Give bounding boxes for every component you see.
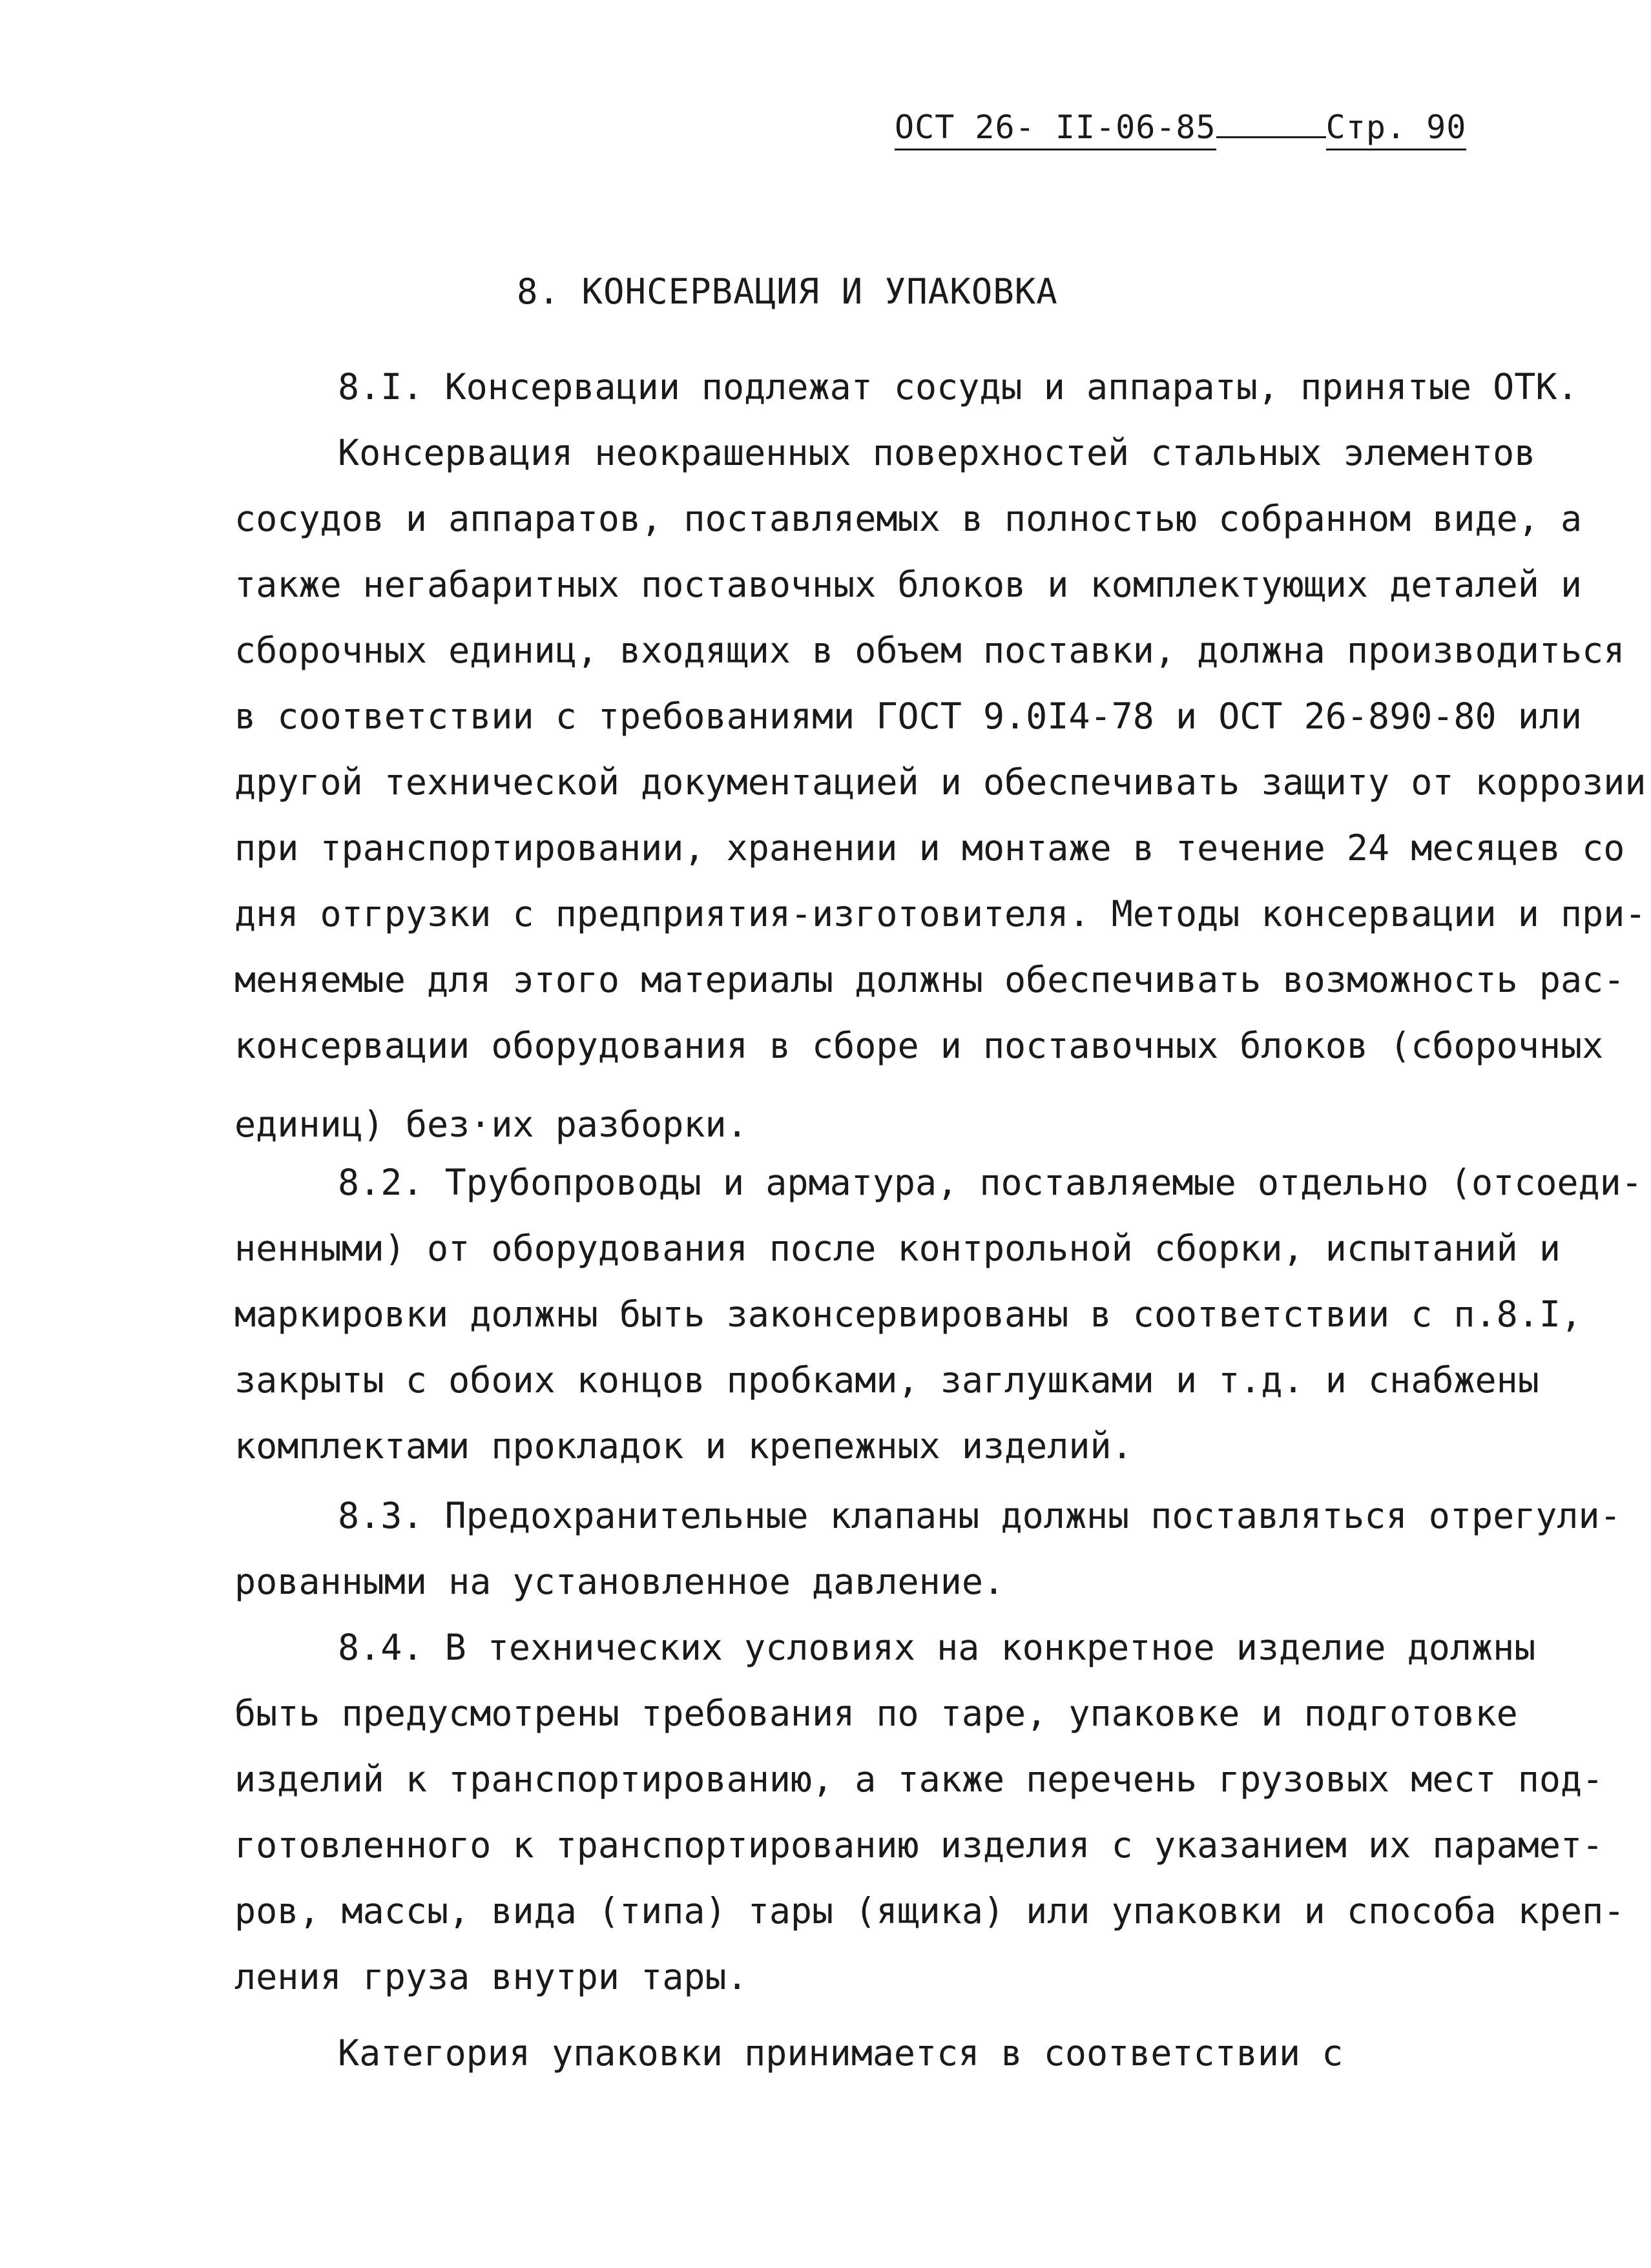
section-title: 8. КОНСЕРВАЦИЯ И УПАКОВКА	[517, 271, 1058, 312]
text-line: Категория упаковки принимается в соответствии с	[338, 2032, 1344, 2074]
text-line: при транспортировании, хранении и монтаже в течение 24 месяцев со	[234, 827, 1625, 869]
text-line: готовленного к транспортированию изделия с указанием их парамет-	[234, 1824, 1604, 1866]
text-line: также негабаритных поставочных блоков и комплектующих деталей и	[234, 564, 1583, 605]
text-line: сборочных единиц, входящих в объем поставки, должна производиться	[234, 630, 1625, 671]
document-code: ОСТ 26- II-06-85	[895, 108, 1216, 150]
text-line: быть предусмотрены требования по таре, упаковке и подготовке	[234, 1693, 1518, 1734]
text-line: ления груза внутри тары.	[234, 1956, 748, 1997]
text-line: 8.4. В технических условиях на конкретное изделие должны	[338, 1627, 1536, 1668]
page-header	[895, 108, 1502, 146]
text-line: другой технической документацией и обеспечивать защиту от коррозии	[234, 761, 1646, 803]
text-line: 8.3. Предохранительные клапаны должны поставляться отрегули-	[338, 1495, 1621, 1536]
text-line: консервации оборудования в сборе и поставочных блоков (сборочных	[234, 1025, 1604, 1066]
text-line: маркировки должны быть законсервированы в соответствии с п.8.I,	[234, 1294, 1583, 1335]
text-line: ров, массы, вида (типа) тары (ящика) или упаковки и способа креп-	[234, 1890, 1625, 1932]
text-line: меняемые для этого материалы должны обеспечивать возможность рас-	[234, 959, 1625, 1000]
text-line: комплектами прокладок и крепежных изделий.	[234, 1425, 1133, 1467]
text-line: единиц) без·их разборки.	[234, 1104, 748, 1145]
text-line: дня отгрузки с предприятия-изготовителя. Методы консервации и при-	[234, 893, 1646, 934]
text-line: Консервация неокрашенных поверхностей стальных элементов	[338, 432, 1536, 473]
text-line: рованными на установленное давление.	[234, 1561, 1005, 1602]
text-line: ненными) от оборудования после контрольной сборки, испытаний и	[234, 1228, 1561, 1269]
text-line: 8.2. Трубопроводы и арматура, поставляемые отдельно (отсоеди-	[338, 1162, 1643, 1203]
text-line: изделий к транспортированию, а также перечень грузовых мест под-	[234, 1758, 1604, 1800]
header-underline-gap	[1216, 133, 1326, 138]
text-line: сосудов и аппаратов, поставляемых в полностью собранном виде, а	[234, 498, 1583, 539]
text-line: в соответствии с требованиями ГОСТ 9.0I4-78 и ОСТ 26-890-80 или	[234, 696, 1583, 737]
text-line: 8.I. Консервации подлежат сосуды и аппараты, принятые ОТК.	[338, 366, 1579, 407]
page-number: Стр. 90	[1326, 108, 1467, 150]
text-line: закрыты с обоих концов пробками, заглушками и т.д. и снабжены	[234, 1359, 1539, 1401]
